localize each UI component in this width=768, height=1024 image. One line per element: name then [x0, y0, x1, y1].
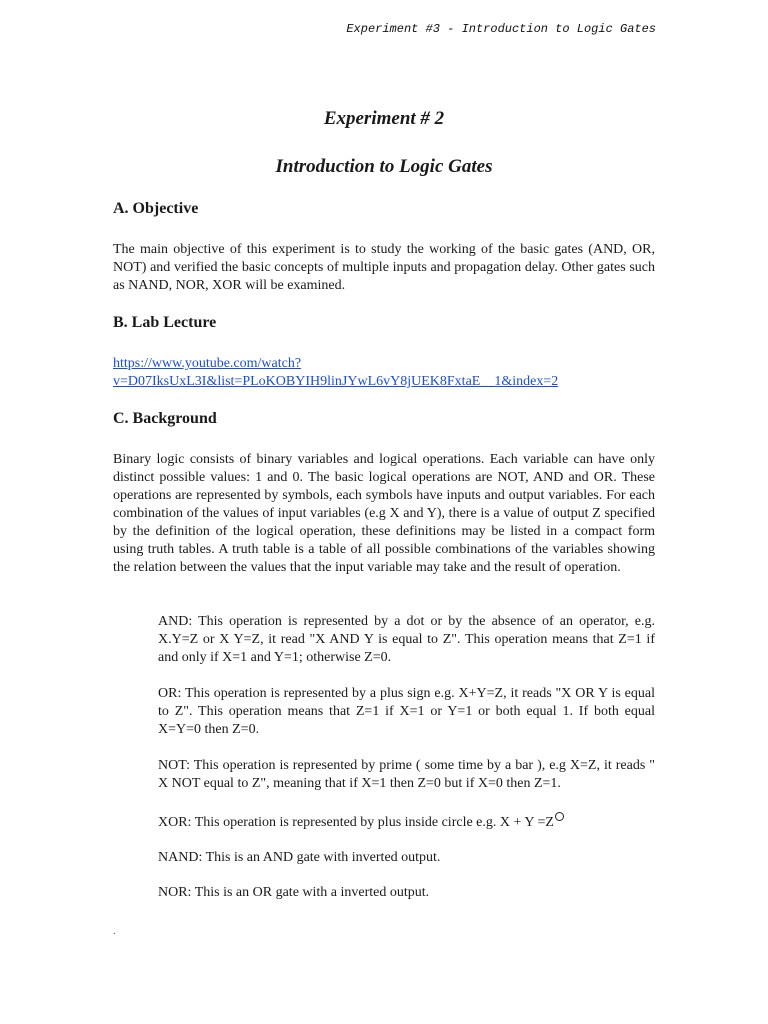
objective-heading: A. Objective: [113, 200, 199, 217]
lecture-link-line1[interactable]: https://www.youtube.com/watch?: [113, 356, 302, 371]
objective-paragraph: The main objective of this experiment is to study the working of the basic gates (AND, OR, NOT) and verified the basic concepts of multiple inputs and propagation delay. Other gates such as NAND, NOR, XOR will be examined.: [113, 242, 655, 293]
xor-definition-text: XOR: This operation is represented by plus inside circle e.g. X + Y =Z: [158, 815, 554, 830]
footer-dot: .: [113, 926, 116, 937]
experiment-number-title: Experiment # 2: [323, 108, 445, 129]
circle-symbol-icon: [555, 812, 564, 821]
lab-lecture-heading: B. Lab Lecture: [113, 314, 217, 331]
nor-definition: NOR: This is an OR gate with a inverted output.: [158, 885, 430, 900]
lecture-link-line2[interactable]: v=D07IksUxL3I&list=PLoKOBYIH9linJYwL6vY8jUEK8FxtaE__1&index=2: [113, 374, 559, 389]
xor-definition: [158, 812, 655, 832]
background-heading: C. Background: [113, 410, 217, 427]
or-definition: OR: This operation is represented by a plus sign e.g. X+Y=Z, it reads "X OR Y is equal to Z". This operation means that Z=1 if X=1 or Y=1 or both equal 1. If both equal X=Y=0 then Z=0.: [158, 686, 655, 737]
experiment-title: Introduction to Logic Gates: [275, 156, 493, 177]
nand-definition: NAND: This is an AND gate with inverted output.: [158, 850, 441, 865]
lecture-link[interactable]: [113, 355, 673, 391]
background-paragraph: Binary logic consists of binary variables and logical operations. Each variable can have only distinct possible values: 1 and 0. The basic logical operations are NOT, AND and OR. These operations are represented by symbols, each symbols have inputs and output variables. For each combination of the values of input variables (e.g X and Y), there is a value of output Z specified by the definition of the logical operation, these definitions may be listed in a compact form using truth tables. A truth table is a table of all possible combinations of the variables showing the relation between the values that the input variable may take and the result of operation.: [113, 452, 655, 575]
not-definition: NOT: This operation is represented by prime ( some time by a bar ), e.g X=Z, it reads " X NOT equal to Z", meaning that if X=1 then Z=0 but if X=0 then Z=1.: [158, 758, 655, 791]
running-header: Experiment #3 - Introduction to Logic Gates: [346, 22, 656, 36]
and-definition: AND: This operation is represented by a dot or by the absence of an operator, e.g. X.Y=Z or X Y=Z, it read "X AND Y is equal to Z". This operation means that Z=1 if and only if X=1 and Y=1; otherwise Z=0.: [158, 614, 655, 665]
